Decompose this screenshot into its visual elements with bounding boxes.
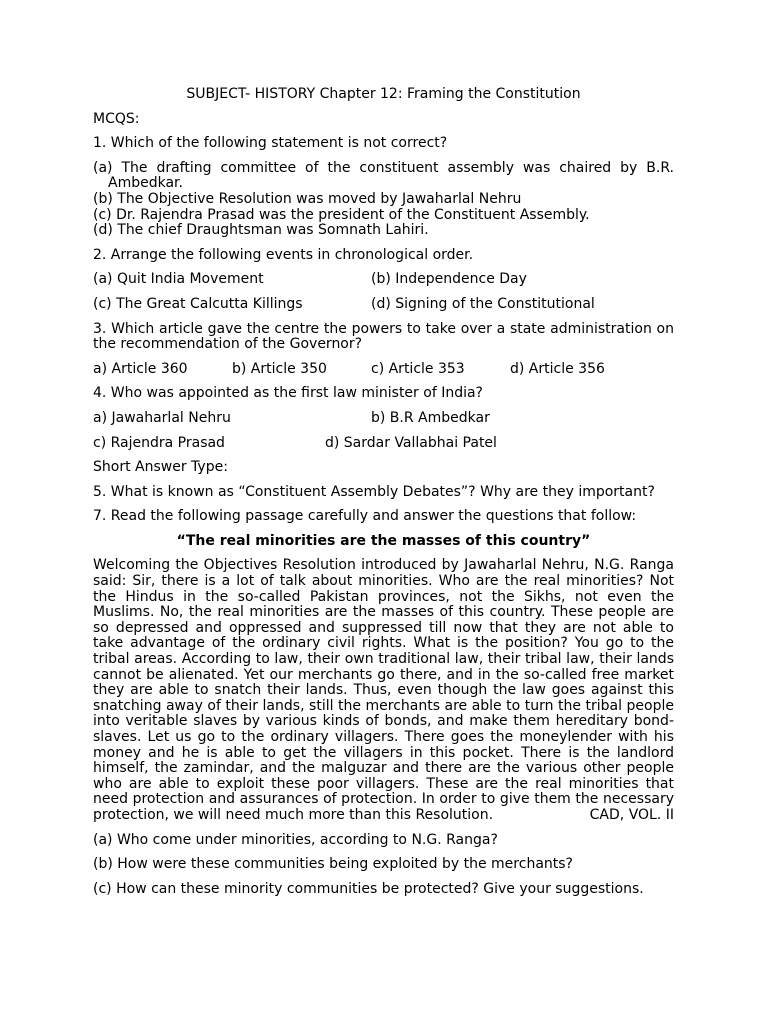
passage-source: CAD, VOL. II <box>589 806 674 823</box>
q1-option-b: (b) The Objective Resolution was moved by Jawaharlal Nehru <box>93 190 522 207</box>
question-3: 3. Which article gave the centre the powers to take over a state administration on the recommendation of the Governor? <box>93 320 674 353</box>
q3-option-d: d) Article 356 <box>510 360 605 377</box>
q4-option-c: c) Rajendra Prasad <box>93 434 225 451</box>
q3-option-c: c) Article 353 <box>371 360 465 377</box>
question-2: 2. Arrange the following events in chronological order. <box>93 246 474 263</box>
q2-option-d: (d) Signing of the Constitutional <box>371 295 595 312</box>
page-title: SUBJECT- HISTORY Chapter 12: Framing the Constitution <box>186 86 581 102</box>
question-4: 4. Who was appointed as the first law minister of India? <box>93 385 483 402</box>
q2-option-b: (b) Independence Day <box>371 271 527 288</box>
question-1-options <box>93 161 674 239</box>
question-5: 5. What is known as “Constituent Assembly Debates”? Why are they important? <box>93 483 655 500</box>
q3-option-b: b) Article 350 <box>232 360 327 377</box>
passage-question-b: (b) How were these communities being exploited by the merchants? <box>93 856 573 873</box>
q1-option-a: (a) The drafting committee of the constituent assembly was chaired by B.R. Ambedkar. <box>93 159 674 192</box>
q4-row-1 <box>93 411 674 427</box>
passage-question-a: (a) Who come under minorities, according to N.G. Ranga? <box>93 831 498 848</box>
q2-row-1 <box>93 272 674 288</box>
q4-option-d: d) Sardar Vallabhai Patel <box>325 434 497 451</box>
mcq-heading: MCQS: <box>93 110 140 127</box>
q1-option-d: (d) The chief Draughtsman was Somnath Lahiri. <box>93 222 429 239</box>
q1-option-c: (c) Dr. Rajendra Prasad was the president of the Constituent Assembly. <box>93 206 590 223</box>
q3-options <box>93 362 674 378</box>
passage-body <box>93 558 674 823</box>
question-7: 7. Read the following passage carefully and answer the questions that follow: <box>93 508 637 525</box>
short-answer-heading: Short Answer Type: <box>93 459 228 476</box>
q2-option-c: (c) The Great Calcutta Killings <box>93 295 303 312</box>
passage-question-c: (c) How can these minority communities be protected? Give your suggestions. <box>93 880 644 897</box>
q4-option-a: a) Jawaharlal Nehru <box>93 409 231 426</box>
passage-text: Welcoming the Objectives Resolution introduced by Jawaharlal Nehru, N.G. Ranga said: Sir, there is a lot of talk about minorities. Who are the real minorities? Not the Hindus in the so-called Pakistan provinces, not the Sikhs, not even the Muslims. No, the real minorities are the masses of this country. These people are so depressed and oppressed and suppressed till now that they are not able to take advantage of the ordinary civil rights. What is the position? You go to the tribal areas. According to law, their own traditional law, their tribal law, their lands cannot be alienated. Yet our merchants go there, and in the so-called free market they are able to snatch their lands. Thus, even though the law goes against this snatching away of their lands, still the merchants are able to turn the tribal people into veritable slaves by various kinds of bonds, and make them hereditary bond-slaves. Let us go to the ordinary villagers. There goes the moneylender with his money and he is able to get the villagers in this pocket. There is the landlord himself, the zamindar, and the malguzar and there are the various other people who are able to exploit these poor villagers. These are the real minorities that need protection and assurances of protection. In order to give them the necessary protection, we will need much more than this Resolution. <box>93 557 674 823</box>
q2-row-2 <box>93 297 674 313</box>
q2-option-a: (a) Quit India Movement <box>93 271 264 288</box>
passage-title: “The real minorities are the masses of this country” <box>176 532 591 549</box>
q4-row-2 <box>93 436 674 452</box>
document-page <box>93 87 674 906</box>
q4-option-b: b) B.R Ambedkar <box>371 409 490 426</box>
question-1: 1. Which of the following statement is not correct? <box>93 135 448 152</box>
q3-option-a: a) Article 360 <box>93 360 188 377</box>
